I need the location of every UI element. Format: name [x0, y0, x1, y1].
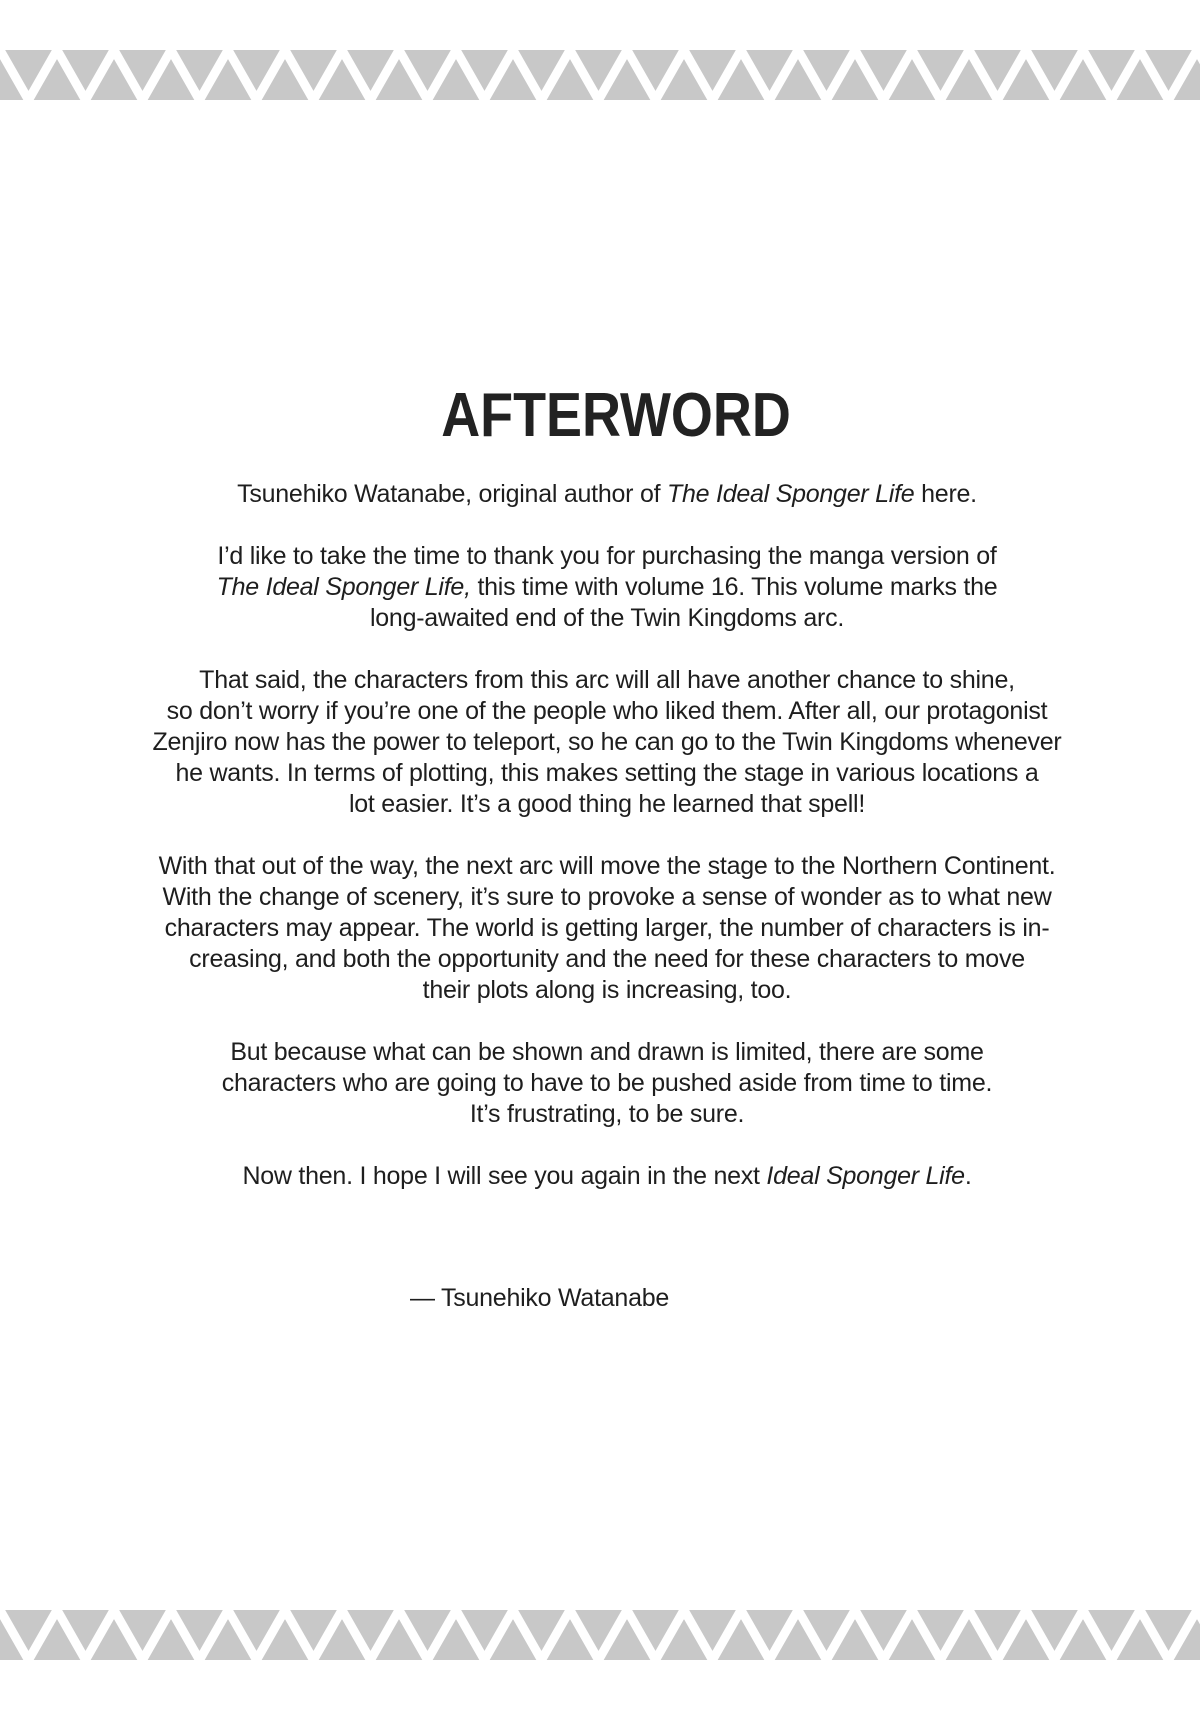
- text-segment: characters who are going to have to be pushed aside from time to time.: [221, 1069, 993, 1097]
- text-segment: here.: [914, 480, 977, 508]
- paragraph: [57, 1037, 1157, 1130]
- text-segment: .: [964, 1162, 972, 1190]
- text-segment: this time with volume 16. This volume marks the: [470, 573, 998, 601]
- italic-title-text: Ideal Sponger Life: [766, 1162, 965, 1190]
- paragraph: [57, 479, 1157, 510]
- text-segment: Tsunehiko Watanabe, original author of: [237, 480, 667, 508]
- triangle-pattern-border-bottom: [0, 1610, 1200, 1660]
- italic-title-text: The Ideal Sponger Life: [666, 480, 915, 508]
- text-segment: he wants. In terms of plotting, this makes setting the stage in various locations a: [175, 759, 1039, 787]
- text-segment: lot easier. It’s a good thing he learned that spell!: [348, 790, 866, 818]
- italic-title-text: The Ideal Sponger Life,: [216, 573, 471, 601]
- paragraph: [57, 665, 1157, 820]
- text-segment: long-awaited end of the Twin Kingdoms arc.: [369, 604, 845, 632]
- text-segment: creasing, and both the opportunity and the need for these characters to move: [189, 945, 1025, 973]
- text-segment: That said, the characters from this arc will all have another chance to shine,: [199, 666, 1015, 694]
- text-segment: their plots along is increasing, too.: [422, 976, 792, 1004]
- text-segment: so don’t worry if you’re one of the people who liked them. After all, our protagonist: [166, 697, 1048, 725]
- author-signature: — Tsunehiko Watanabe: [410, 1284, 670, 1312]
- text-segment: With the change of scenery, it’s sure to provoke a sense of wonder as to what new: [162, 883, 1052, 911]
- text-segment: Zenjiro now has the power to teleport, so he can go to the Twin Kingdoms whenever: [152, 728, 1062, 756]
- paragraph: [57, 541, 1157, 634]
- afterword-body: [57, 0, 1157, 1314]
- text-segment: But because what can be shown and drawn is limited, there are some: [230, 1038, 984, 1066]
- text-segment: characters may appear. The world is getting larger, the number of characters is in-: [164, 914, 1050, 942]
- text-segment: It’s frustrating, to be sure.: [469, 1100, 745, 1128]
- page-title: AFTERWORD: [441, 381, 791, 450]
- paragraph: [57, 1161, 1157, 1192]
- text-segment: I’d like to take the time to thank you for purchasing the manga version of: [217, 542, 997, 570]
- paragraph: [57, 851, 1157, 1006]
- text-segment: Now then. I hope I will see you again in the next: [242, 1162, 767, 1190]
- text-segment: With that out of the way, the next arc will move the stage to the Northern Continent.: [158, 852, 1056, 880]
